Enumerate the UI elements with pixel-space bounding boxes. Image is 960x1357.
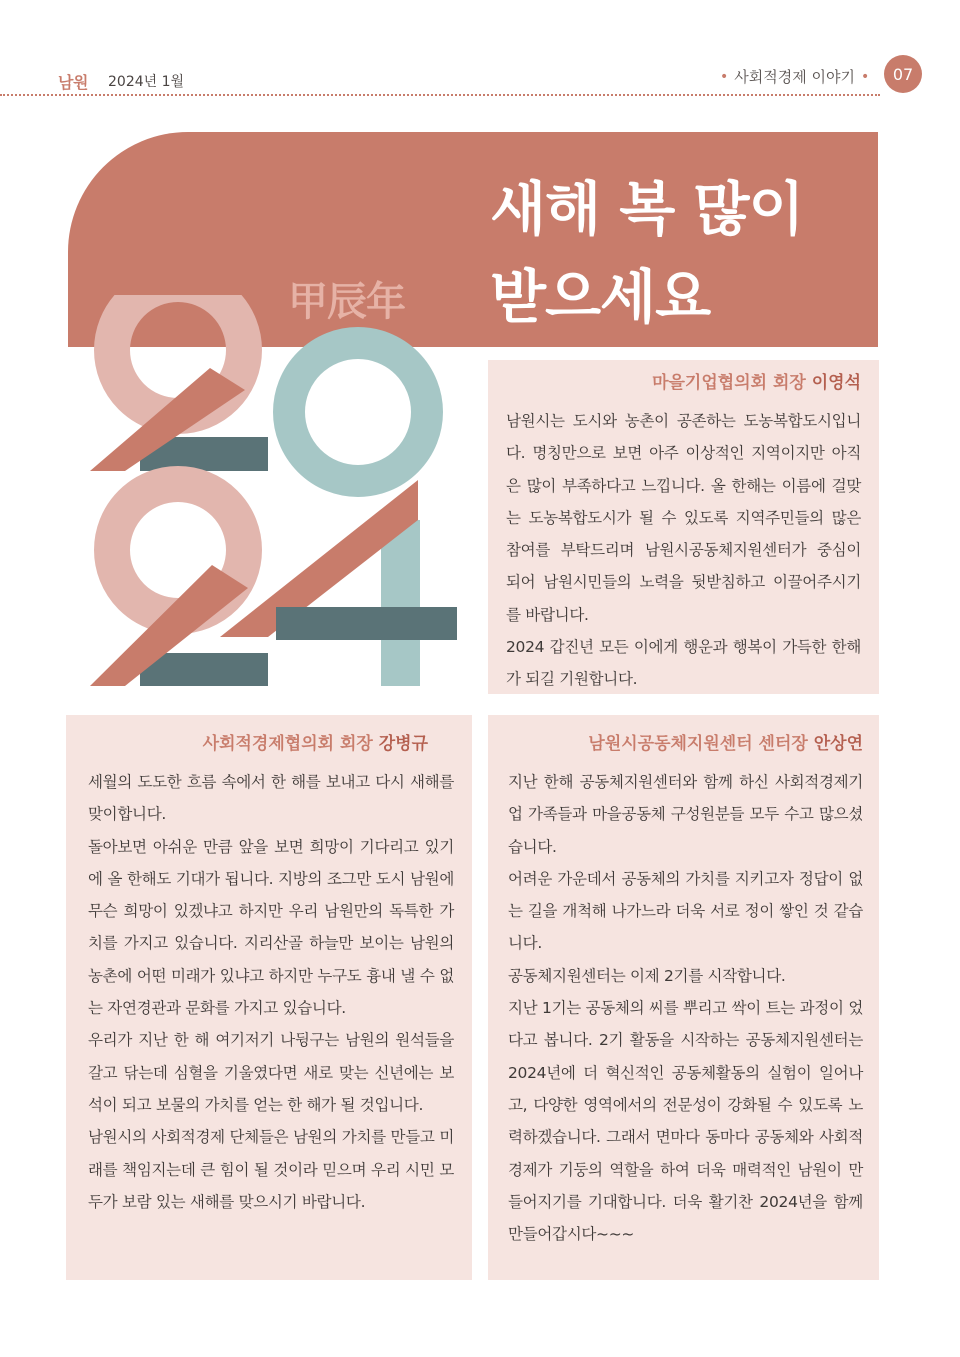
message-box-community-center: [488, 715, 879, 1280]
gapjin-year-label: 甲辰年: [288, 279, 405, 325]
magazine-logo: 남원: [58, 73, 88, 92]
page-number: 07: [884, 55, 922, 93]
section-title: 사회적경제 이야기: [734, 68, 855, 86]
message-box-village-enterprise: [488, 360, 879, 694]
message-paragraph: 돌아보면 아쉬운 만큼 앞을 보면 희망이 기다리고 있기에 올 한해도 기대가 됩니다. 지방의 조그만 도시 남원에 무슨 희망이 있겠냐고 하지만 우리 남원만의 독특한 가치를 가지고 있습니다. 지리산골 하늘만 보이는 남원의 농촌에 어떤 미래가 있냐고 하지만 누구도 흉내 낼 수 없는 자연경관과 문화를 가지고 있습니다.: [88, 837, 454, 1018]
bullet-icon: •: [860, 68, 870, 85]
message-paragraph: 어려운 가운데서 공동체의 가치를 지키고자 정답이 없는 길을 개척해 나가느라 더욱 서로 정이 쌓인 것 같습니다.: [508, 869, 863, 953]
message-author: 남원시공동체지원센터 센터장 안상연: [588, 734, 863, 754]
digit-2-top: [90, 295, 268, 471]
message-paragraph: 세월의 도도한 흐름 속에서 한 해를 보내고 다시 새해를 맞이합니다.: [88, 773, 454, 824]
message-paragraph: 남원시의 사회적경제 단체들은 남원의 가치를 만들고 미래를 책임지는데 큰 힘이 될 것이라 믿으며 우리 시민 모두가 보람 있는 새해를 맞으시기 바랍니다.: [88, 1128, 454, 1211]
hero-title-line: 새해 복 많이: [490, 175, 804, 243]
message-paragraph: 지난 1기는 공동체의 씨를 뿌리고 싹이 트는 과정이 었다고 봅니다. 2기 활동을 시작하는 공동체지원센터는 2024년에 더 혁신적인 공동체활동의 실험이 일어나고, 다양한 영역에서의 전문성이 강화될 수 있도록 노력하겠습니다. 그래서 면마다 동마다 공동체와 사회적경제가 기둥의 역할을 하여 더욱 매력적인 남원이 만들어지기를 기대합니다. 더욱 활기찬 2024년을 함께 만들어갑시다~~~: [508, 999, 863, 1244]
message-paragraph: 2024 갑진년 모든 이에게 행운과 행복이 가득한 한해가 되길 기원합니다.: [506, 638, 861, 689]
year-2024-graphic: [90, 295, 460, 690]
bullet-icon: •: [720, 68, 729, 85]
issue-date: 2024년 1월: [108, 74, 185, 90]
message-paragraph: 남원시는 도시와 농촌이 공존하는 도농복합도시입니다. 명칭만으로 보면 아주 이상적인 지역이지만 아직은 많이 부족하다고 느낍니다. 올 한해는 이름에 걸맞는 도농복합도시가 될 수 있도록 지역주민들의 많은 참여를 부탁드리며 남원시공동체지원센터가 중심이 되어 남원시민들의 노력을 뒷받침하고 이끌어주시기를 바랍니다.: [506, 412, 861, 624]
digit-0: [289, 343, 427, 481]
message-paragraph: 공동체지원센터는 이제 2기를 시작합니다.: [508, 966, 786, 985]
hero-title-line: 받으세요: [490, 263, 711, 331]
message-box-social-economy: [66, 715, 472, 1280]
message-author: 마을기업협의회 회장 이영석: [652, 373, 861, 393]
message-author: 사회적경제협의회 회장 강병규: [202, 734, 428, 754]
hero-title: [490, 165, 870, 341]
message-paragraph: 우리가 지난 한 해 여기저기 나뒹구는 남원의 원석들을 갈고 닦는데 심혈을 기울였다면 새로 맞는 신년에는 보석이 되고 보물의 가치를 얻는 한 해가 될 것입니다.: [88, 1031, 454, 1114]
message-paragraph: 지난 한해 공동체지원센터와 함께 하신 사회적경제기업 가족들과 마을공동체 구성원분들 모두 수고 많으셨습니다.: [508, 773, 863, 856]
digit-2-bottom: [90, 484, 268, 686]
section-label: [720, 66, 880, 87]
header-divider: [0, 94, 880, 96]
